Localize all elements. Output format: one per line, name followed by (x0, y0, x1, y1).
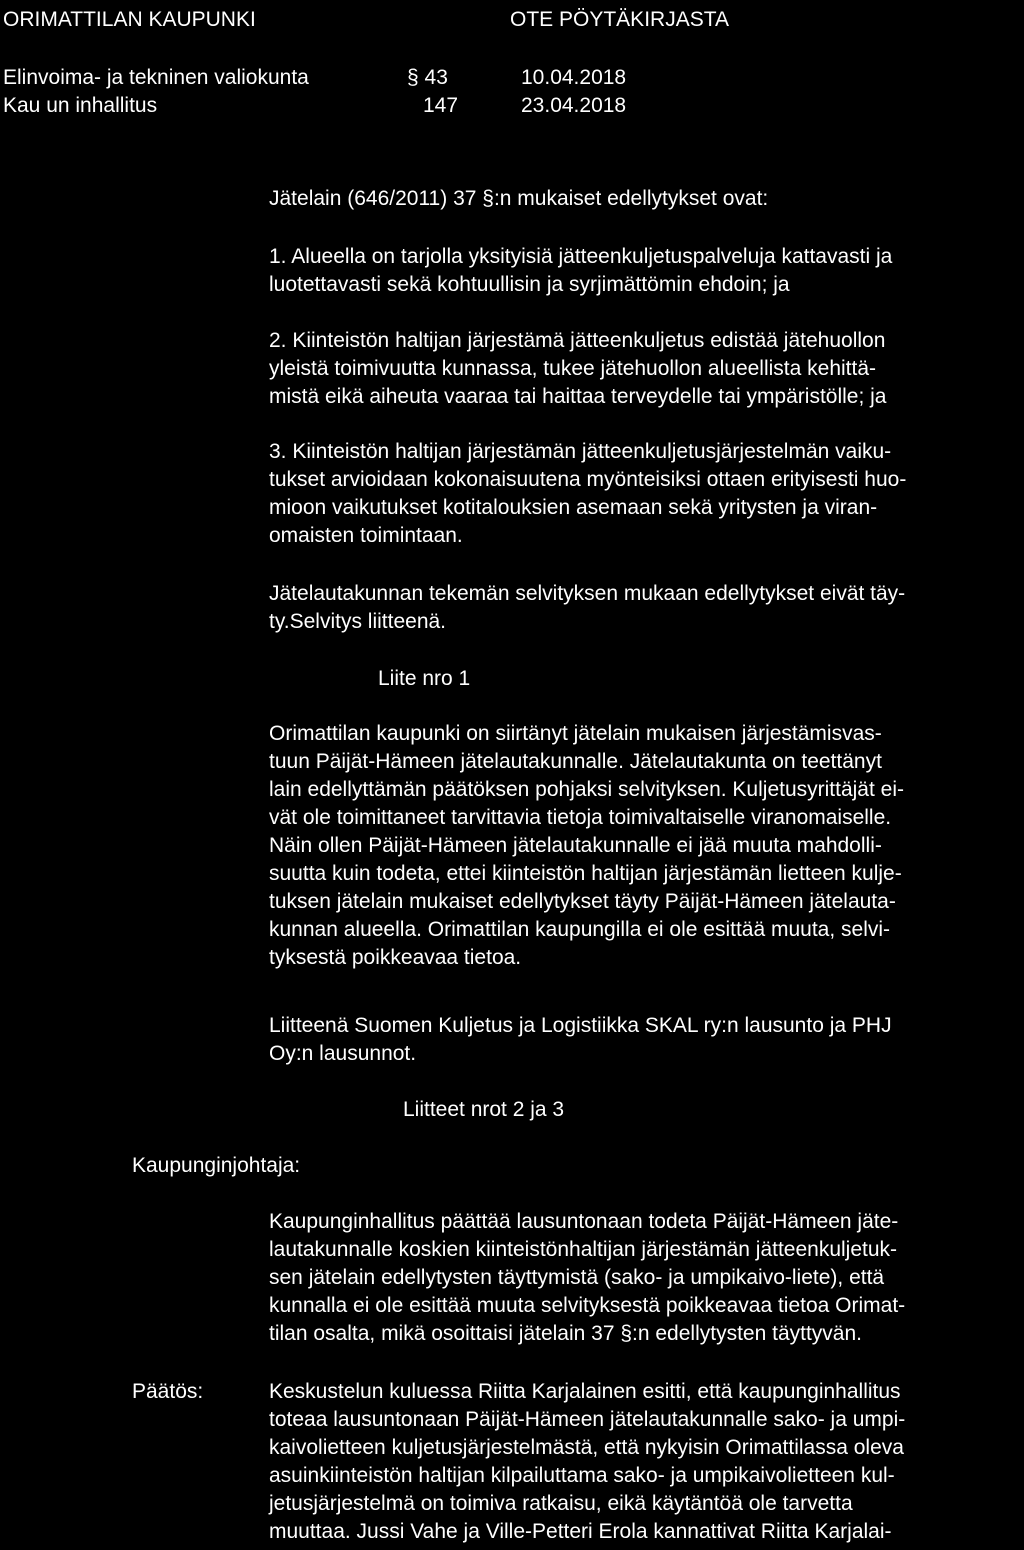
text-line: Orimattilan kaupunki on siirtänyt jätelain mukaisen järjestämisvas- (269, 722, 882, 745)
text-line: Jätelautakunnan tekemän selvityksen mukaan edellytykset eivät täy- (269, 582, 906, 605)
text-line: tilan osalta, mikä osoittaisi jätelain 37 §:n edellytysten täyttyvän. (269, 1322, 862, 1345)
text-line: mistä eikä aiheuta vaaraa tai haittaa terveydelle tai ympäristölle; ja (269, 385, 887, 408)
text-line: tuun Päijät-Hämeen jätelautakunnalle. Jätelautakunta on teettänyt (269, 750, 882, 773)
decision-text (269, 1378, 905, 1546)
text-line: sen jätelain edellytysten täyttymistä (sako- ja umpikaivo-liete), että (269, 1266, 885, 1289)
survey-paragraph (269, 580, 905, 636)
mayor-label: Kaupunginjohtaja: (132, 1154, 301, 1177)
text-line: toteaa lausuntonaan Päijät-Hämeen jätelautakunnalle sako- ja umpi- (269, 1408, 906, 1431)
meeting-date-1: 10.04.2018 (521, 66, 627, 89)
section-number-1: § 43 (407, 66, 448, 89)
mayor-proposal (269, 1208, 905, 1348)
text-line: Liitteenä Suomen Kuljetus ja Logistiikka SKAL ry:n lausunto ja PHJ (269, 1014, 892, 1037)
text-line: mioon vaikutukset kotitalouksien asemaan sekä yritysten ja viran- (269, 496, 878, 519)
text-line: kunnan alueella. Orimattilan kaupungilla ei ole esittää muuta, selvi- (269, 918, 891, 941)
conditions-intro: Jätelain (646/2011) 37 §:n mukaiset edellytykset ovat: (269, 187, 769, 210)
text-line: Oy:n lausunnot. (269, 1042, 417, 1065)
text-line: vät ole toimittaneet tarvittavia tietoja toimivaltaiselle viranomaiselle. (269, 806, 892, 829)
meeting-body-2: Kau un inhallitus (3, 94, 158, 117)
organization-name: ORIMATTILAN KAUPUNKI (3, 8, 256, 31)
text-line: muuttaa. Jussi Vahe ja Ville-Petteri Erola kannattivat Riitta Karjalai- (269, 1520, 892, 1543)
text-line: kunnalla ei ole esittää muuta selvityksestä poikkeavaa tietoa Orimat- (269, 1294, 906, 1317)
text-line: 3. Kiinteistön haltijan järjestämän jätteenkuljetusjärjestelmän vaiku- (269, 440, 892, 463)
text-line: tyksestä poikkeavaa tietoa. (269, 946, 522, 969)
statement-paragraph (269, 720, 904, 972)
text-line: lautakunnalle koskien kiinteistönhaltijan järjestämän jätteenkuljetuk- (269, 1238, 898, 1261)
text-line: lain edellyttämän päätöksen pohjaksi selvityksen. Kuljetusyrittäjät ei- (269, 778, 904, 801)
text-line: omaisten toimintaan. (269, 524, 463, 547)
meeting-body-1: Elinvoima- ja tekninen valiokunta (3, 66, 309, 89)
attachments-note (269, 1012, 892, 1068)
text-line: suutta kuin todeta, ettei kiinteistön haltijan järjestämän lietteen kulje- (269, 862, 902, 885)
decision-label: Päätös: (132, 1380, 204, 1403)
meeting-date-2: 23.04.2018 (521, 94, 627, 117)
text-line: kaivolietteen kuljetusjärjestelmästä, että nykyisin Orimattilassa oleva (269, 1436, 904, 1459)
section-number-2: 147 (423, 94, 459, 117)
text-line: 1. Alueella on tarjolla yksityisiä jätteenkuljetuspalveluja kattavasti ja (269, 245, 893, 268)
text-line: yleistä toimivuutta kunnassa, tukee jätehuollon alueellista kehittä- (269, 357, 877, 380)
attachment-reference-1: Liite nro 1 (378, 667, 471, 690)
document-type: OTE PÖYTÄKIRJASTA (510, 8, 729, 31)
text-line: 2. Kiinteistön haltijan järjestämä jätteenkuljetus edistää jätehuollon (269, 329, 886, 352)
text-line: Keskustelun kuluessa Riitta Karjalainen esitti, että kaupunginhallitus (269, 1380, 901, 1403)
text-line: luotettavasti sekä kohtuullisin ja syrjimättömin ehdoin; ja (269, 273, 790, 296)
text-line: asuinkiinteistön haltijan kilpailuttama sako- ja umpikaivolietteen kul- (269, 1464, 895, 1487)
text-line: tukset arvioidaan kokonaisuutena myönteisiksi ottaen erityisesti huo- (269, 468, 907, 491)
text-line: Näin ollen Päijät-Hämeen jätelautakunnalle ei jää muuta mahdolli- (269, 834, 882, 857)
condition-2 (269, 327, 887, 411)
condition-1 (269, 243, 892, 299)
text-line: jetusjärjestelmä on toimiva ratkaisu, eikä käytäntöä ole tarvetta (269, 1492, 853, 1515)
condition-3 (269, 438, 906, 550)
text-line: Kaupunginhallitus päättää lausuntonaan todeta Päijät-Hämeen jäte- (269, 1210, 899, 1233)
attachment-reference-2-3: Liitteet nrot 2 ja 3 (403, 1098, 565, 1121)
text-line: tuksen jätelain mukaiset edellytykset täyty Päijät-Hämeen jätelauta- (269, 890, 896, 913)
text-line: ty.Selvitys liitteenä. (269, 610, 447, 633)
